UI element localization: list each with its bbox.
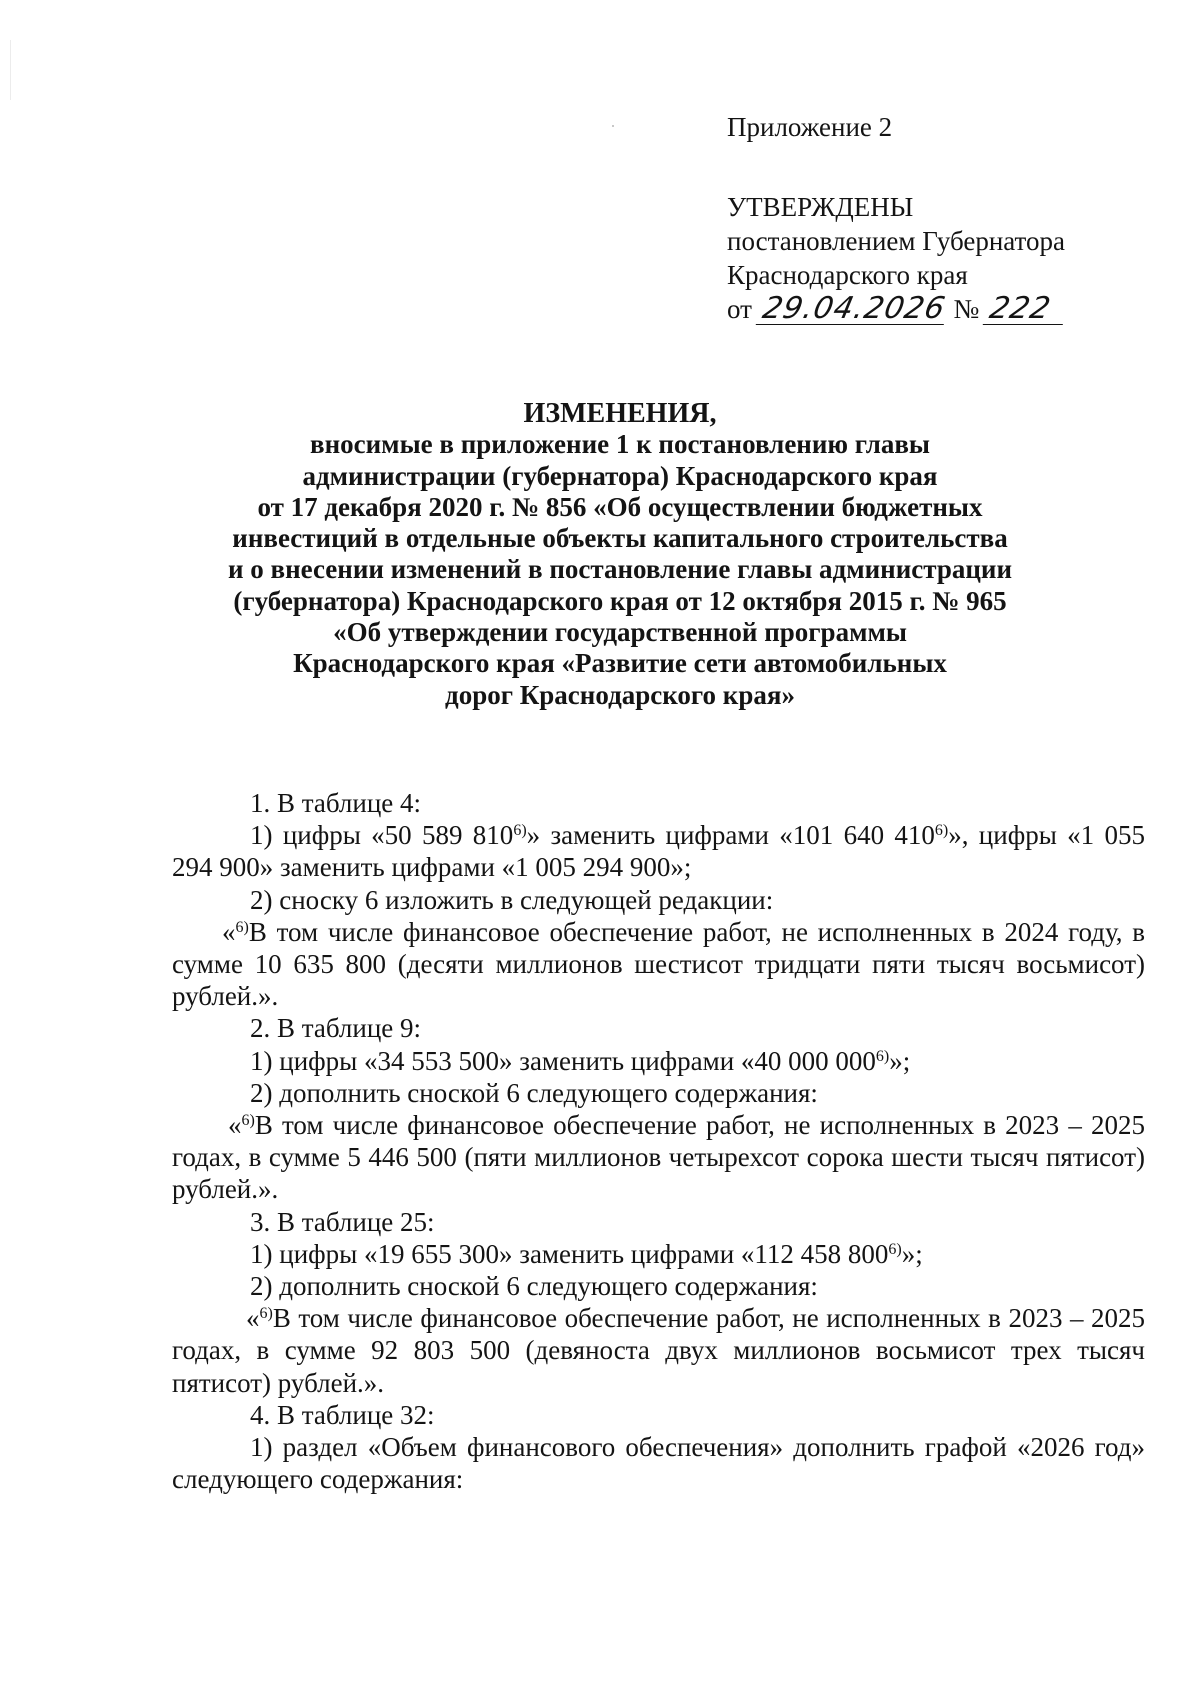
section-1-footnote: «$^{6)}$В том числе финансовое обеспечение работ, не исполненных в 2024 году, в сумме 10 635 800 (десяти миллионов шестисот тридцати пяти тысяч восьмисот) рублей.». <box>172 916 1145 1012</box>
document-title <box>160 398 1080 711</box>
section-2-item-2: 2) дополнить сноской 6 следующего содержания: <box>250 1077 818 1108</box>
approved-label: УТВЕРЖДЕНЫ <box>727 192 914 222</box>
title-line: Краснодарского края «Развитие сети автомобильных <box>293 648 947 679</box>
section-3-footnote: «$^{6)}$В том числе финансовое обеспечение работ, не исполненных в 2023 – 2025 годах, в сумме 92 803 500 (девяноста двух миллионов восьмисот трех тысяч пятисот) рублей.». <box>172 1303 1145 1398</box>
section-2-footnote: «$^{6)}$В том числе финансовое обеспечение работ, не исполненных в 2023 – 2025 годах, в сумме 5 446 500 (пяти миллионов четырехсот сорока шести тысяч пятисот) рублей.». <box>172 1110 1145 1205</box>
title-line: дорог Краснодарского края» <box>445 679 795 710</box>
title-line: вносимые в приложение 1 к постановлению главы <box>310 429 930 460</box>
title-line: (губернатора) Краснодарского края от 12 октября 2015 г. № 965 <box>233 585 1007 616</box>
title-line: администрации (губернатора) Краснодарского края <box>302 460 938 491</box>
document-body <box>172 787 1145 1495</box>
section-4-item-1: 1) раздел «Объем финансового обеспечения» дополнить графой «2026 год» следующего содержания: <box>172 1432 1145 1495</box>
section-2-heading: 2. В таблице 9: <box>250 1013 422 1044</box>
scan-speck <box>612 125 614 127</box>
title-line: от 17 декабря 2020 г. № 856 «Об осуществлении бюджетных <box>257 491 983 522</box>
title-main: ИЗМЕНЕНИЯ, <box>523 398 717 429</box>
section-4-heading: 4. В таблице 32: <box>250 1399 435 1430</box>
date-prefix: от <box>727 294 752 324</box>
title-line: и о внесении изменений в постановление главы администрации <box>227 554 1013 585</box>
section-1-item-2: 2) сноску 6 изложить в следующей редакции: <box>250 884 774 915</box>
appendix-label: Приложение 2 <box>727 112 893 142</box>
handwritten-date: 29.04.2026 <box>755 294 950 325</box>
approved-by-line-1: постановлением Губернатора <box>727 226 1065 256</box>
section-2-item-1: 1) цифры «34 553 500» заменить цифрами «40 000 000$^{6)}$»; <box>250 1045 911 1076</box>
section-1-heading: 1. В таблице 4: <box>250 788 422 818</box>
section-3-item-2: 2) дополнить сноской 6 следующего содержания: <box>250 1271 818 1302</box>
approval-block <box>727 110 1066 326</box>
section-3-heading: 3. В таблице 25: <box>250 1206 435 1237</box>
section-1-item-1: 1) цифры «50 589 810$^{6)}$» заменить цифрами «101 640 410$^{6)}$», цифры «1 055 294 900» заменить цифрами «1 005 294 900»; <box>172 820 1145 883</box>
date-number-line <box>727 292 1066 326</box>
section-3-item-1: 1) цифры «19 655 300» заменить цифрами «112 458 800$^{6)}$»; <box>250 1238 923 1269</box>
title-line: инвестиций в отдельные объекты капитального строительства <box>232 523 1008 554</box>
approved-by-line-2: Краснодарского края <box>727 260 968 290</box>
handwritten-number: 222 <box>983 294 1070 325</box>
number-sign: № <box>953 294 980 324</box>
scan-edge-mark <box>10 40 11 100</box>
title-line: «Об утверждении государственной программы <box>333 617 907 648</box>
